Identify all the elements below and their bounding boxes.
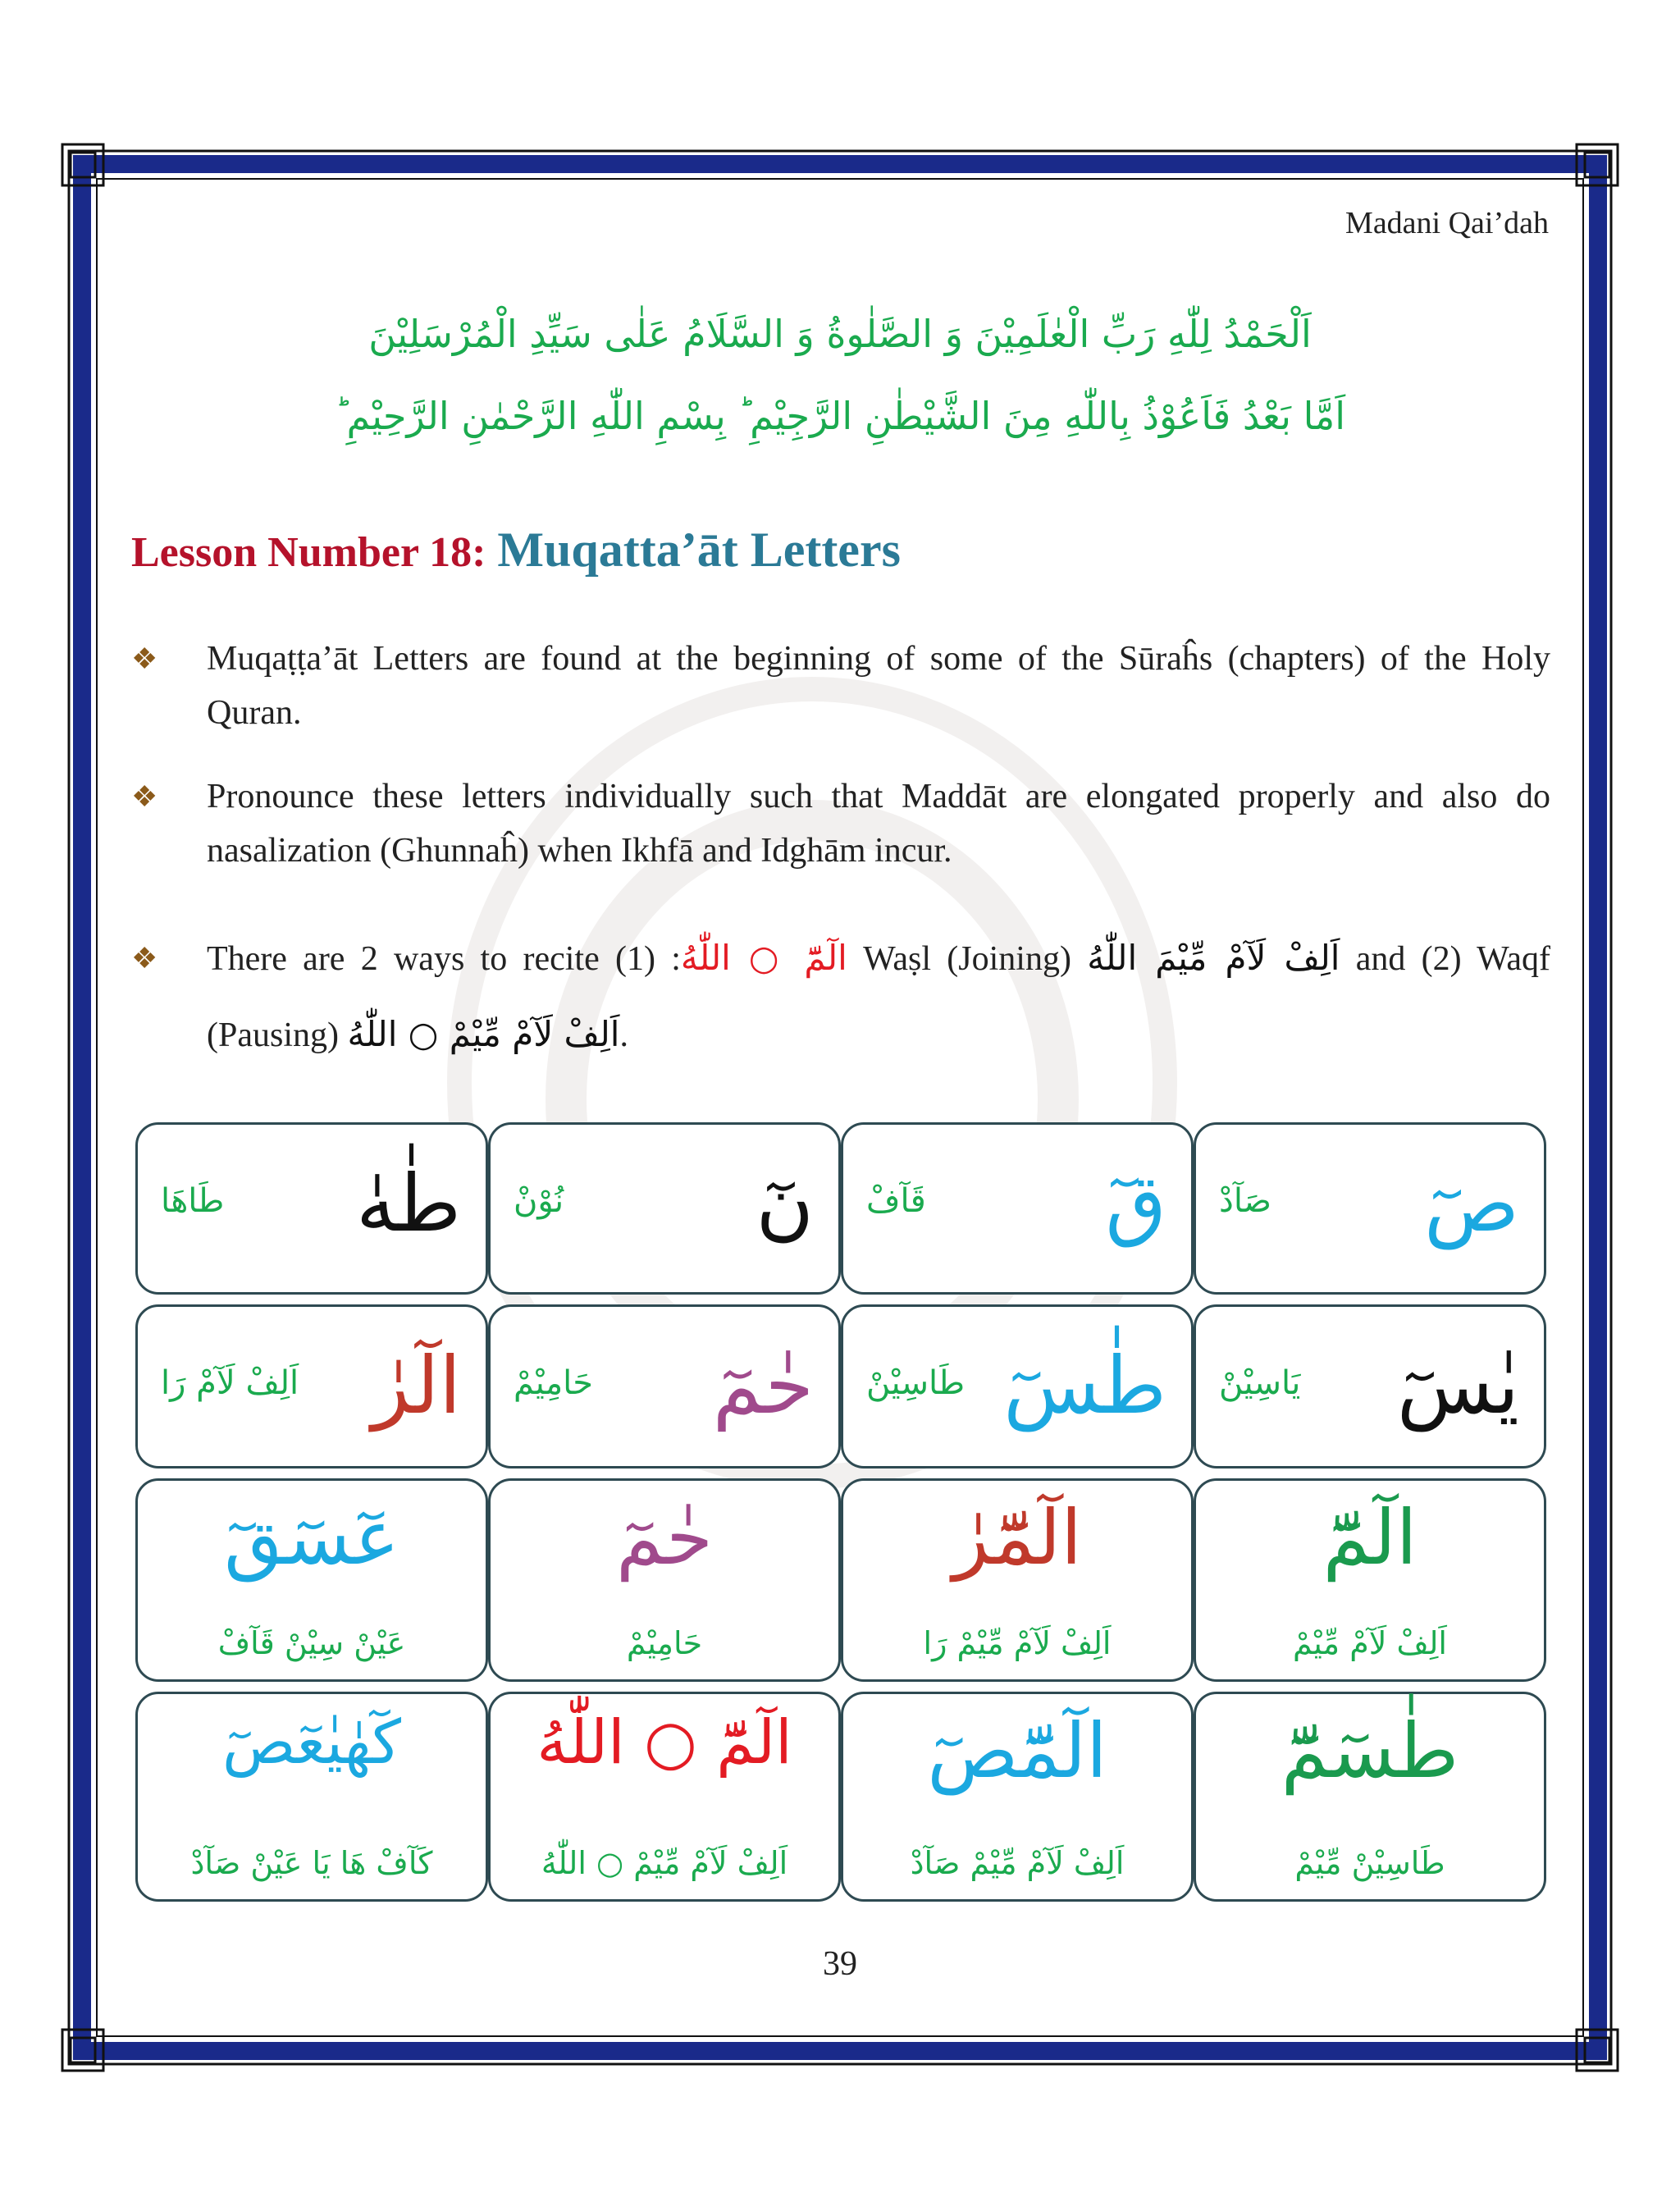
letter-pronunciation: اَلِفْ لَآمْ مِّيْمْ (1293, 1625, 1447, 1661)
muqattaat-letter: الٓرٰ (372, 1340, 461, 1432)
letter-cell (841, 1692, 1194, 1902)
muqattaat-letter: حٰمٓ (615, 1494, 714, 1582)
muqattaat-letter: قٓ (1105, 1158, 1166, 1249)
muqattaat-letter: طٰهٰ (356, 1158, 461, 1249)
letter-pronunciation: حَامِيْمْ (626, 1625, 703, 1661)
muqattaat-letter: طٰسٓمّٓ (1281, 1707, 1459, 1795)
muqattaat-letter: طٰسٓ (1003, 1340, 1166, 1432)
letter-pronunciation: كَآفْ هَا يَا عَيْنْ صَآدْ (190, 1845, 433, 1881)
dua-line-1: اَلْحَمْدُ لِلّٰهِ رَبِّ الْعٰلَمِيْنَ وَ الصَّلٰوةُ وَ السَّلَامُ عَلٰى سَيِّدِ الْمُرْسَلِيْنَ (368, 312, 1312, 356)
letter-cell (488, 1692, 841, 1902)
letter-cell (1194, 1122, 1546, 1295)
letter-pronunciation: اَلِفْ لَآمْ مِّيْمْ ○ اللّٰهُ (541, 1845, 788, 1881)
bullet-2 (131, 770, 1550, 878)
muqattaat-letter: كٓهٰيٰعٓصٓ (221, 1707, 402, 1778)
muqattaat-letter: الٓمّٓصٓ (927, 1707, 1107, 1795)
letter-cell (1194, 1304, 1546, 1468)
muqattaat-letter: عٓسٓقٓ (224, 1494, 399, 1582)
letter-cell (135, 1122, 488, 1295)
arabic-alif-lam-mim-allah: الٓمّٓ ○ اللّٰهُ (680, 938, 847, 978)
muqattaat-letter: حٰمٓ (712, 1340, 814, 1432)
diamond-bullet-icon: ❖ (131, 942, 158, 975)
letter-cell (841, 1122, 1194, 1295)
letter-cell (841, 1478, 1194, 1682)
muqattaat-letter: نٓ (756, 1158, 814, 1249)
muqattaat-letter: يٰسٓ (1396, 1340, 1519, 1432)
muqattaat-letter: الٓمّٓرٰ (952, 1494, 1082, 1582)
letter-pronunciation: اَلِفْ لَآمْ رَا (161, 1364, 299, 1402)
letter-cell (488, 1122, 841, 1295)
bullet-2-text: Pronounce these letters individually such that Maddāt are elongated properly and also do nasalization (Ghunnaĥ) when Ikhfā and Idghām incur. (207, 778, 1550, 870)
letter-pronunciation: حَامِيْمْ (514, 1364, 594, 1402)
letter-pronunciation: طَاسِيْنْ مِّيْمْ (1294, 1845, 1445, 1881)
lesson-title: Muqatta’āt Letters (497, 523, 901, 577)
letter-pronunciation: طَاهَا (161, 1182, 225, 1220)
letter-pronunciation: صَآدْ (1219, 1182, 1271, 1220)
arabic-wasl-example: اَلِفْ لَآمْ مِّيْمَ اللّٰهُ (1087, 938, 1340, 978)
muqattaat-letter: صٓ (1423, 1158, 1519, 1249)
letter-cell (488, 1478, 841, 1682)
muqattaat-letter: الٓمّٓ (1322, 1494, 1418, 1582)
arabic-waqf-example: اَلِفْ لَآمْ مِّيْمْ ○ اللّٰهُ (347, 1014, 620, 1054)
letter-cell (841, 1304, 1194, 1468)
letter-cell (1194, 1478, 1546, 1682)
letter-cell (135, 1692, 488, 1902)
letter-pronunciation: طَاسِيْنْ (866, 1364, 966, 1402)
lesson-heading (131, 522, 901, 578)
bullet-3-text: There are 2 ways to recite الٓمّٓ ○ اللّٰهُ: (1) Waṣl (Joining) اَلِفْ لَآمْ مِّيْمَ اللّٰهُ and (2) Waqf (Pausing) اَلِفْ لَآمْ مِّيْمْ ○ اللّٰهُ. (207, 938, 1551, 1054)
letter-cell (488, 1304, 841, 1468)
bullet-1 (131, 632, 1550, 740)
dua-line-2: اَمَّا بَعْدُ فَاَعُوْذُ بِاللّٰهِ مِنَ الشَّيْطٰنِ الرَّجِيْمِ ؕ بِسْمِ اللّٰهِ الرَّحْمٰنِ الرَّحِيْمِ ؕ (334, 394, 1346, 438)
letter-cell (1194, 1692, 1546, 1902)
letter-pronunciation: نُوْنْ (514, 1182, 564, 1220)
book-title: Madani Qai’dah (1345, 206, 1549, 240)
bullet-1-text: Muqaṭṭa’āt Letters are found at the beginning of some of the Sūraĥs (chapters) of the Holy Quran. (207, 640, 1550, 732)
page-number: 39 (823, 1945, 857, 1983)
diamond-bullet-icon: ❖ (131, 642, 158, 675)
bullet-3 (131, 920, 1550, 1073)
letter-pronunciation: اَلِفْ لَآمْ مِّيْمْ صَآدْ (910, 1845, 1125, 1881)
diamond-bullet-icon: ❖ (131, 780, 158, 813)
letter-cell (135, 1478, 488, 1682)
letter-cell (135, 1304, 488, 1468)
muqattaat-letter: الٓمّٓ ○ اللّٰهُ (536, 1707, 792, 1778)
letter-pronunciation: عَيْنْ سِيْنْ قَآفْ (217, 1625, 406, 1661)
lesson-number: Lesson Number 18: (131, 529, 486, 576)
letter-pronunciation: اَلِفْ لَآمْ مِّيْمْ رَا (923, 1625, 1112, 1661)
letter-pronunciation: قَآفْ (866, 1182, 926, 1220)
letter-pronunciation: يَاسِيْنْ (1219, 1364, 1301, 1402)
